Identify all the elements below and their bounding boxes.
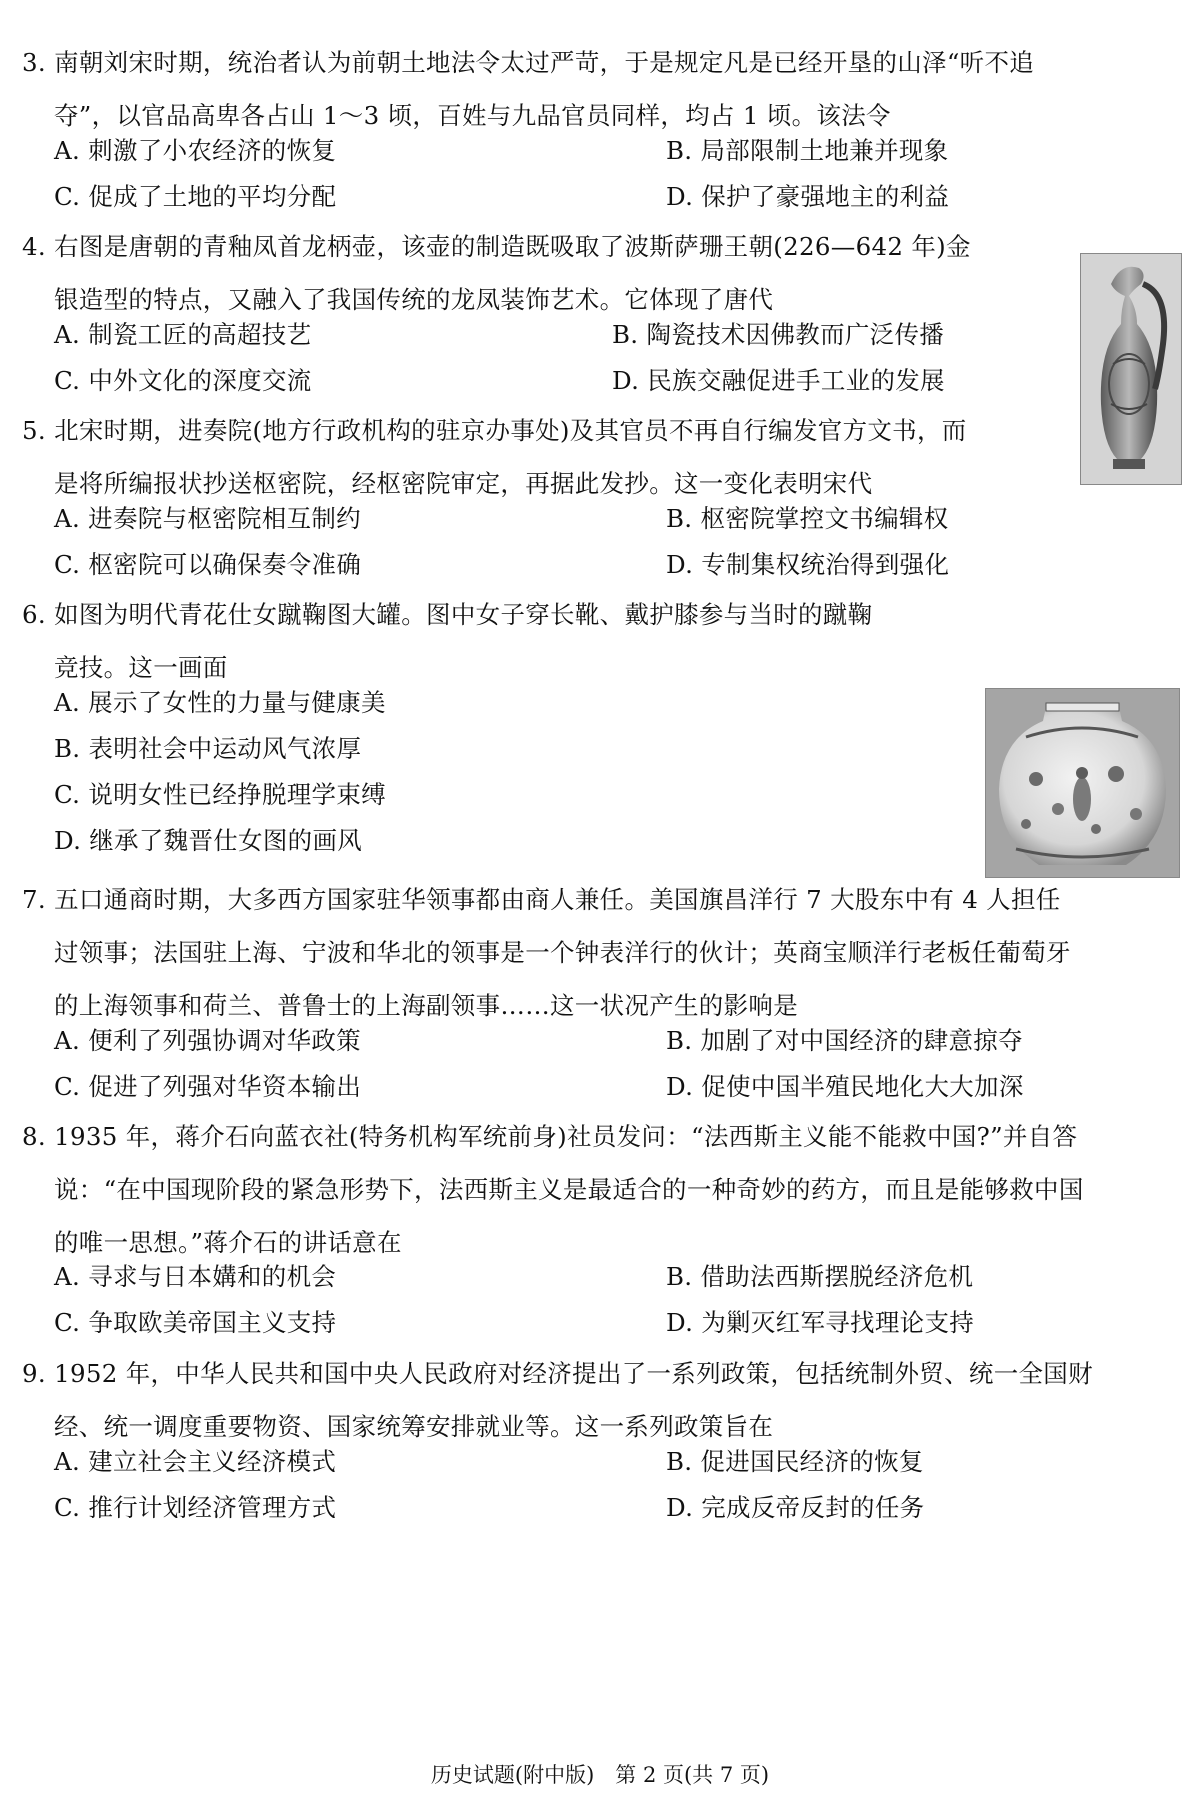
- question-9-option-a: A. 建立社会主义经济模式: [54, 1447, 337, 1476]
- question-3-option-d: D. 保护了豪强地主的利益: [666, 182, 950, 211]
- question-3-option-a: A. 刺激了小农经济的恢复: [54, 136, 337, 165]
- question-5-option-d: D. 专制集权统治得到强化: [666, 550, 950, 579]
- question-3-stem: [22, 36, 1034, 142]
- question-5-line-1: 5. 北宋时期，进奏院(地方行政机构的驻京办事处)及其官员不再自行编发官方文书，而: [22, 416, 967, 445]
- question-8-option-b: B. 借助法西斯摆脱经济危机: [666, 1262, 974, 1291]
- question-7-option-d: D. 促使中国半殖民地化大大加深: [666, 1072, 1024, 1101]
- ewer-illustration: [1081, 254, 1181, 484]
- question-6-option-d: D. 继承了魏晋仕女图的画风: [54, 826, 363, 855]
- question-3-option-b: B. 局部限制土地兼并现象: [666, 136, 949, 165]
- question-7-line-1: 7. 五口通商时期，大多西方国家驻华领事都由商人兼任。美国旗昌洋行 7 大股东中有 4 人担任: [22, 885, 1061, 914]
- question-9-option-c: C. 推行计划经济管理方式: [54, 1493, 337, 1522]
- question-8-stem: [22, 1110, 1084, 1269]
- question-7-line-3: 的上海领事和荷兰、普鲁士的上海副领事……这一状况产生的影响是: [54, 991, 798, 1020]
- question-8-option-c: C. 争取欧美帝国主义支持: [54, 1308, 337, 1337]
- question-9-line-1: 9. 1952 年，中华人民共和国中央人民政府对经济提出了一系列政策，包括统制外贸、统一全国财: [22, 1359, 1093, 1388]
- question-8-option-a: A. 寻求与日本媾和的机会: [54, 1262, 337, 1291]
- question-5-line-2: 是将所编报状抄送枢密院，经枢密院审定，再据此发抄。这一变化表明宋代: [54, 469, 873, 498]
- question-7-line-2: 过领事；法国驻上海、宁波和华北的领事是一个钟表洋行的伙计；英商宝顺洋行老板任葡萄牙: [54, 938, 1071, 967]
- tang-celadon-ewer-image: [1080, 253, 1182, 485]
- page-footer: 历史试题(附中版) 第 2 页(共 7 页): [430, 1763, 770, 1787]
- question-5-option-c: C. 枢密院可以确保奏令准确: [54, 550, 362, 579]
- question-4-option-a: A. 制瓷工匠的高超技艺: [54, 320, 312, 349]
- question-7-option-b: B. 加剧了对中国经济的肆意掠夺: [666, 1026, 1023, 1055]
- question-5-option-b: B. 枢密院掌控文书编辑权: [666, 504, 949, 533]
- question-4-stem: [22, 220, 971, 326]
- question-6-option-c: C. 说明女性已经挣脱理学束缚: [54, 780, 386, 809]
- question-6-line-2: 竞技。这一画面: [54, 653, 228, 682]
- question-9-option-d: D. 完成反帝反封的任务: [666, 1493, 925, 1522]
- question-4-line-1: 4. 右图是唐朝的青釉凤首龙柄壶，该壶的制造既吸取了波斯萨珊王朝(226—642 年)金: [22, 232, 971, 261]
- question-8-line-1: 8. 1935 年，蒋介石向蓝衣社(特务机构军统前身)社员发问：“法西斯主义能不能救中国?”并自答: [22, 1122, 1078, 1151]
- question-9-option-b: B. 促进国民经济的恢复: [666, 1447, 924, 1476]
- question-7-stem: [22, 873, 1071, 1032]
- question-7-option-a: A. 便利了列强协调对华政策: [54, 1026, 361, 1055]
- question-9-line-2: 经、统一调度重要物资、国家统筹安排就业等。这一系列政策旨在: [54, 1412, 774, 1441]
- jar-illustration: [986, 689, 1179, 877]
- question-8-option-d: D. 为剿灭红军寻找理论支持: [666, 1308, 975, 1337]
- question-4-option-d: D. 民族交融促进手工业的发展: [612, 366, 945, 395]
- question-6-stem: [22, 588, 872, 694]
- question-6-line-1: 6. 如图为明代青花仕女蹴鞠图大罐。图中女子穿长靴、戴护膝参与当时的蹴鞠: [22, 600, 873, 629]
- question-3-option-c: C. 促成了土地的平均分配: [54, 182, 337, 211]
- question-5-option-a: A. 进奏院与枢密院相互制约: [54, 504, 361, 533]
- question-3-line-1: 3. 南朝刘宋时期，统治者认为前朝土地法令太过严苛，于是规定凡是已经开垦的山泽“听不追: [22, 48, 1035, 77]
- question-7-option-c: C. 促进了列强对华资本输出: [54, 1072, 362, 1101]
- question-4-option-c: C. 中外文化的深度交流: [54, 366, 312, 395]
- question-3-line-2: 夺”，以官品高卑各占山 1～3 顷，百姓与九品官员同样，均占 1 顷。该法令: [54, 101, 891, 130]
- question-4-line-2: 银造型的特点，又融入了我国传统的龙凤装饰艺术。它体现了唐代: [54, 285, 774, 314]
- question-8-line-3: 的唯一思想。”蒋介石的讲话意在: [54, 1228, 402, 1257]
- question-9-stem: [22, 1347, 1093, 1453]
- question-8-line-2: 说：“在中国现阶段的紧急形势下，法西斯主义是最适合的一种奇妙的药方，而且是能够救中国: [54, 1175, 1084, 1204]
- question-4-option-b: B. 陶瓷技术因佛教而广泛传播: [612, 320, 945, 349]
- question-6-option-a: A. 展示了女性的力量与健康美: [54, 688, 386, 717]
- ming-blue-white-jar-image: [985, 688, 1180, 878]
- question-6-option-b: B. 表明社会中运动风气浓厚: [54, 734, 362, 763]
- question-5-stem: [22, 404, 967, 510]
